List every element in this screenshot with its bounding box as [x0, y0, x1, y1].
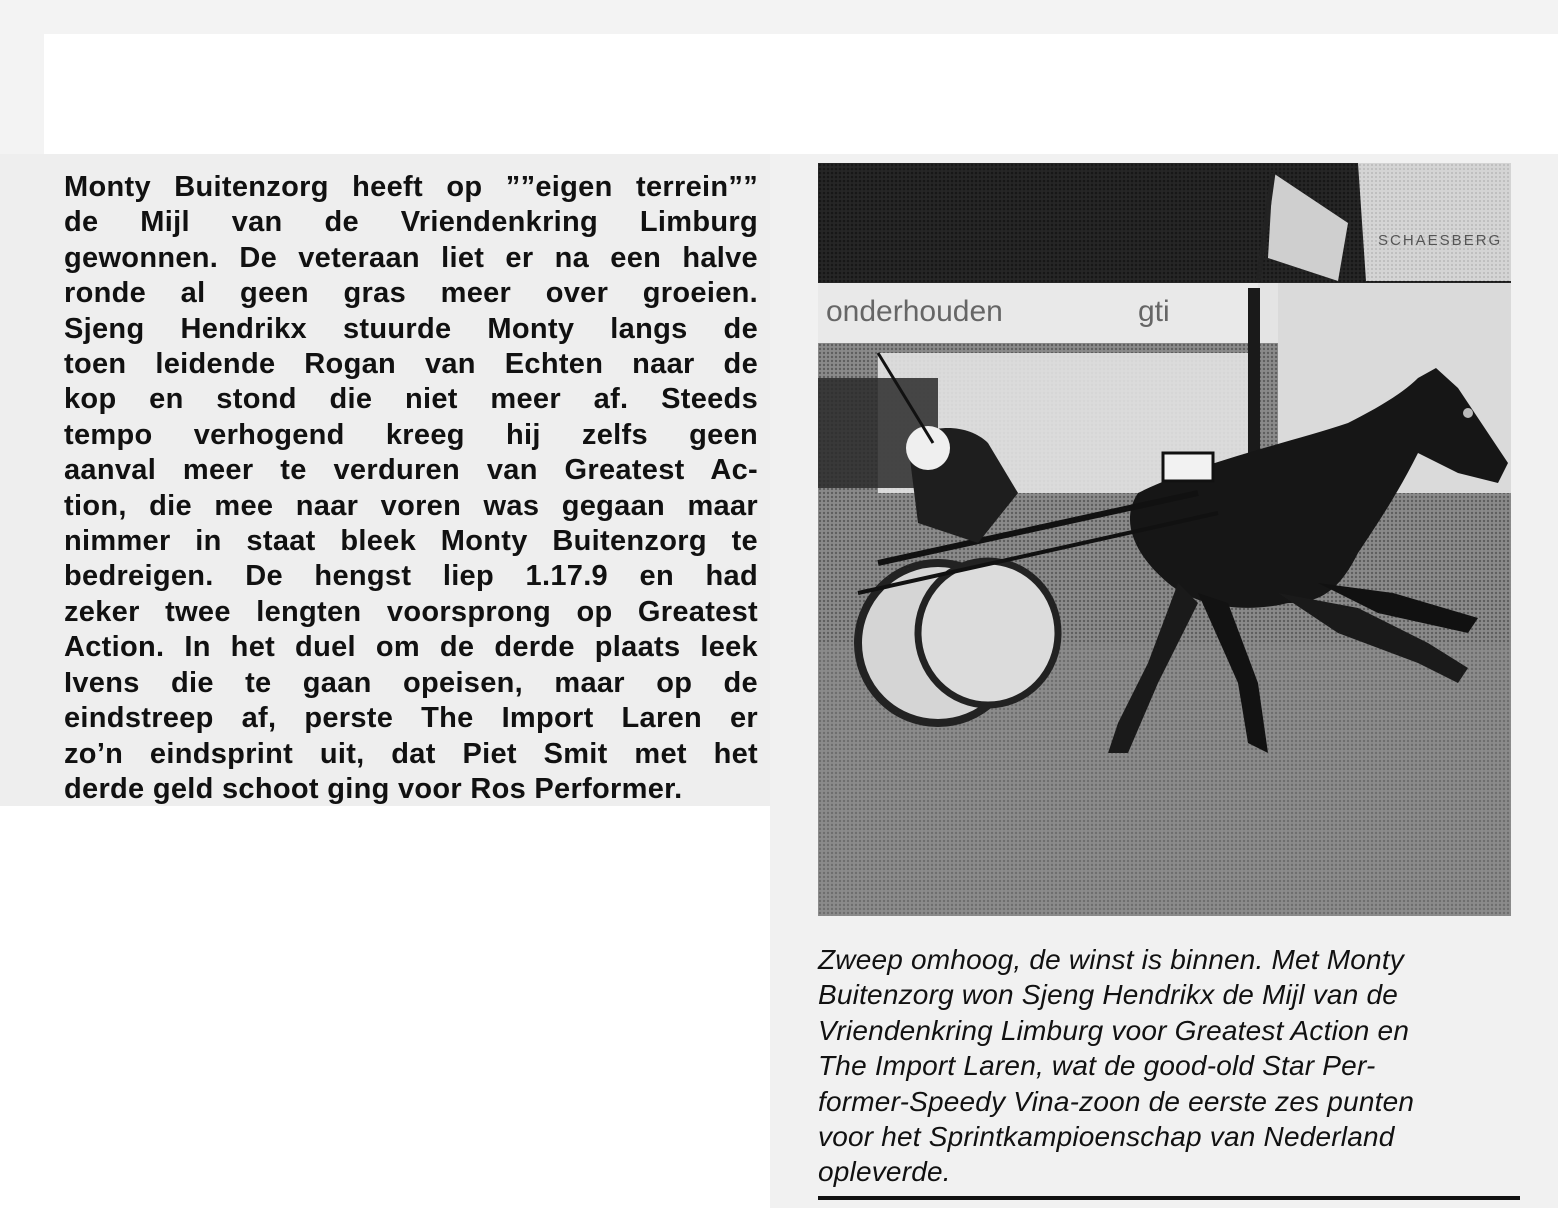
- article-line: Ivens die te gaan opeisen, maar op de: [64, 666, 758, 699]
- article-line: ronde al geen gras meer over groeien.: [64, 277, 758, 310]
- article-line: toen leidende Rogan van Echten naar de: [64, 348, 758, 381]
- caption-line: voor het Sprintkampioenschap van Nederland: [818, 1121, 1395, 1153]
- caption-line: former-Speedy Vina-zoon de eerste zes punten: [818, 1085, 1415, 1117]
- paper-top-area: [44, 34, 1558, 154]
- article-line: nimmer in staat bleek Monty Buitenzorg te: [64, 525, 758, 558]
- article-line: bedreigen. De hengst liep 1.17.9 en had: [64, 560, 758, 593]
- article-line: derde geld schoot ging voor Ros Performer.: [64, 772, 683, 805]
- caption-line: Zweep omhoog, de winst is binnen. Met Monty: [818, 944, 1405, 975]
- caption-line: Vriendenkring Limburg voor Greatest Action en: [818, 1014, 1410, 1046]
- race-photo-illustration: [818, 163, 1511, 916]
- banner-text: SCHAESBERG: [1378, 232, 1503, 249]
- article-line: de Mijl van de Vriendenkring Limburg: [64, 206, 758, 239]
- article-line: eindstreep af, perste The Import Laren er: [64, 702, 758, 735]
- article-line: aanval meer te verduren van Greatest Ac-: [64, 454, 758, 487]
- race-photo: [818, 163, 1511, 916]
- caption-line: The Import Laren, wat de good-old Star Per-: [818, 1050, 1376, 1082]
- article-body: [64, 170, 758, 807]
- banner-board: [1358, 163, 1511, 281]
- article-line: zo’n eindsprint uit, dat Piet Smit met het: [64, 737, 758, 770]
- caption-line: opleverde.: [818, 1156, 951, 1188]
- article-line: gewonnen. De veteraan liet er na een halve: [64, 241, 758, 274]
- article-line: tempo verhogend kreeg hij zelfs geen: [64, 418, 758, 451]
- sponsor-text-left: onderhouden: [826, 295, 1003, 328]
- article-line: Action. In het duel om de derde plaats leek: [64, 631, 758, 664]
- photo-caption: [818, 942, 1506, 1190]
- article-line: tion, die mee naar voren was gegaan maar: [64, 489, 758, 522]
- bottom-rule: [818, 1196, 1520, 1200]
- article-line: zeker twee lengten voorsprong op Greatest: [64, 595, 758, 628]
- article-line: Sjeng Hendrikx stuurde Monty langs de: [64, 312, 758, 345]
- article-line: kop en stond die niet meer af. Steeds: [64, 383, 758, 416]
- sponsor-text-right: gti: [1138, 295, 1170, 328]
- caption-line: Buitenzorg won Sjeng Hendrikx de Mijl van de: [818, 979, 1398, 1011]
- article-line: Monty Buitenzorg heeft op ””eigen terrein””: [64, 171, 758, 203]
- paper-blank-area: [0, 806, 770, 1208]
